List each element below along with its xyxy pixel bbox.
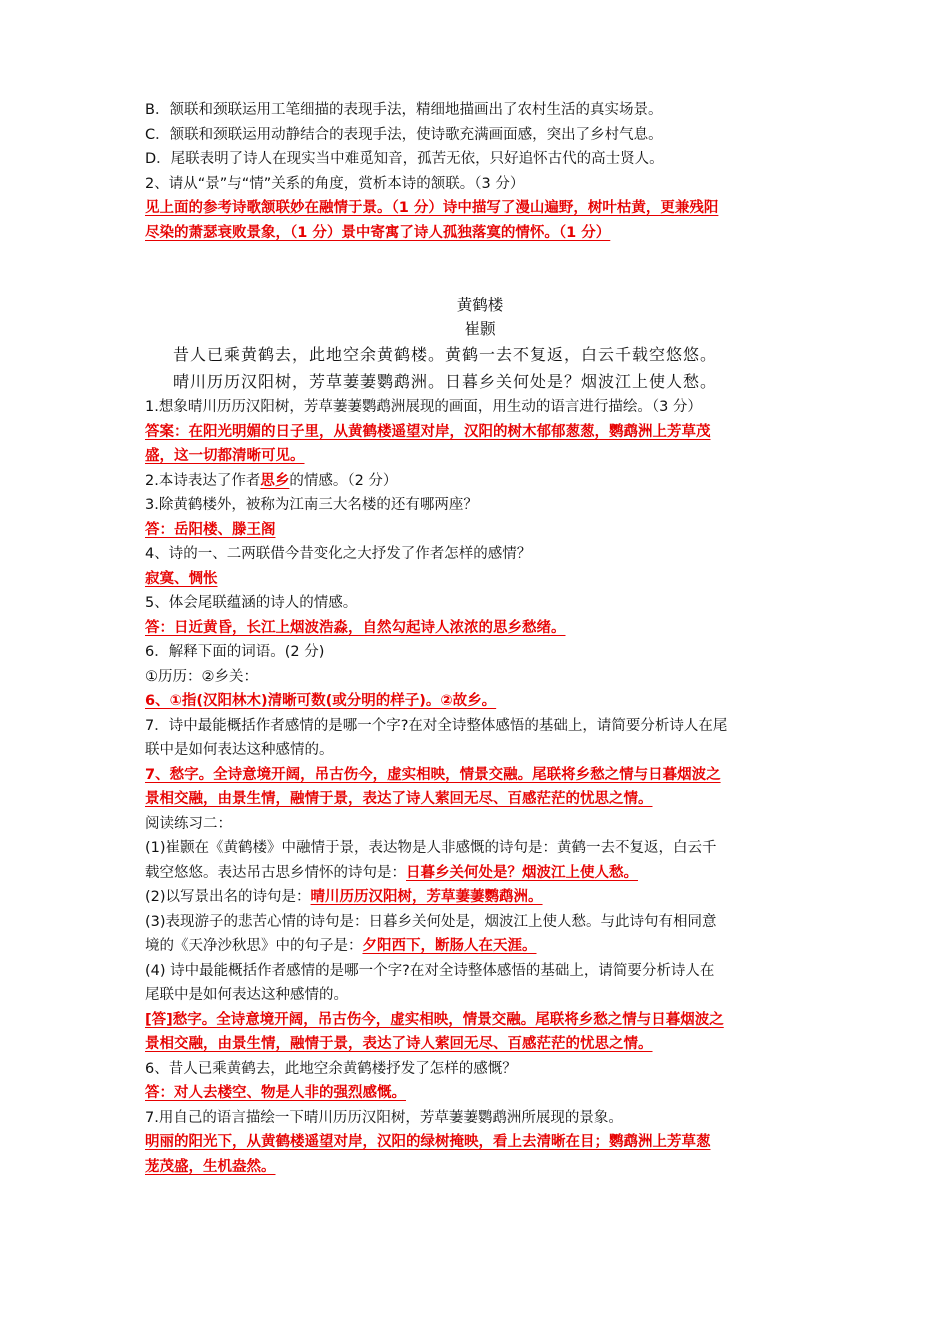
question-4: 4、诗的一、二两联借今昔变化之大抒发了作者怎样的感情？: [145, 546, 532, 562]
practice-4: (4) 诗中最能概括作者感情的是哪一个字?在对全诗整体感悟的基础上，请简要分析诗人在: [145, 962, 715, 979]
answer-3: 答：岳阳楼、滕王阁: [145, 521, 276, 538]
fill-answer: 日暮乡关何处是？烟波江上使人愁。: [406, 864, 638, 881]
practice-4-cont: 尾联中是如何表达这种感情的。: [145, 987, 348, 1003]
practice-3-cont: [145, 934, 815, 959]
option-c: C．颔联和颈联运用动静结合的表现手法，使诗歌充满画面感，突出了乡村气息。: [145, 126, 663, 143]
practice-a7: [145, 1130, 815, 1179]
answer-5: 答：日近黄昏，长江上烟波浩淼，自然勾起诗人浓浓的思乡愁绪。: [145, 619, 566, 636]
practice-2: [145, 885, 815, 910]
answer-1: [145, 420, 815, 469]
poem-line-1: 昔人已乘黄鹤去，此地空余黄鹤楼。黄鹤一去不复返，白云千载空悠悠。: [173, 345, 718, 364]
practice-3: (3)表现游子的悲苦心情的诗句是：日暮乡关何处是，烟波江上使人愁。与此诗句有相同意: [145, 913, 717, 930]
question-7-cont: 联中是如何表达这种感情的。: [145, 742, 334, 758]
fill-answer: 思乡: [260, 472, 290, 489]
answer-6: 6、①指(汉阳林木)清晰可数(或分明的样子)。②故乡。: [145, 693, 497, 709]
practice-1-cont: [145, 861, 815, 886]
question-text: 的情感。（2 分）: [289, 472, 398, 489]
answer-line: 见上面的参考诗歌颔联妙在融情于景。（1 分）诗中描写了漫山遍野，树叶枯黄，更兼残阳: [145, 200, 719, 216]
question-5: 5、体会尾联蕴涵的诗人的情感。: [145, 595, 358, 611]
answer-line: [答]愁字。全诗意境开阔，吊古伤今，虚实相映，情景交融。尾联将乡愁之情与日暮烟波之: [145, 1011, 724, 1028]
practice-4-answer: [145, 1008, 815, 1057]
question-2-fill: [145, 469, 815, 494]
practice-1: (1)崔颢在《黄鹤楼》中融情于景，表达物是人非感慨的诗句是：黄鹤一去不复返，白云千: [145, 840, 717, 856]
answer-4: 寂寞、惆怅: [145, 570, 218, 587]
question-text: 载空悠悠。表达吊古思乡情怀的诗句是：: [145, 864, 406, 881]
practice-q7: 7.用自己的语言描绘一下晴川历历汉阳树，芳草萋萋鹦鹉洲所展现的景象。: [145, 1109, 623, 1126]
question-7: 7．诗中最能概括作者感情的是哪一个字?在对全诗整体感悟的基础上，请简要分析诗人在尾: [145, 717, 728, 734]
answer-2: [145, 196, 815, 245]
practice-a6: 答：对人去楼空、物是人非的强烈感慨。: [145, 1085, 406, 1101]
answer-7: [145, 763, 815, 812]
question-2: 2、请从“景”与“情”关系的角度，赏析本诗的颔联。（3 分）: [145, 175, 525, 192]
question-text: (2)以写景出名的诗句是：: [145, 889, 311, 905]
answer-line: 答案：在阳光明媚的日子里，从黄鹤楼遥望对岸，汉阳的树木郁郁葱葱，鹦鹉洲上芳草茂: [145, 423, 711, 440]
question-3: 3.除黄鹤楼外，被称为江南三大名楼的还有哪两座？: [145, 497, 478, 513]
practice-heading: 阅读练习二：: [145, 815, 232, 832]
poem-author: 崔颢: [464, 320, 496, 338]
answer-line: 景相交融，由景生情，融情于景，表达了诗人萦回无尽、百感茫茫的忧思之情。: [145, 1036, 653, 1052]
fill-answer: 夕阳西下，断肠人在天涯。: [362, 938, 537, 954]
answer-line: 尽染的萧瑟衰败景象，（1 分）景中寄寓了诗人孤独落寞的情怀。（1 分）: [145, 224, 611, 241]
poem-line-2: 晴川历历汉阳树，芳草萋萋鹦鹉洲。日暮乡关何处是？烟波江上使人愁。: [173, 372, 718, 391]
question-text: 境的《天净沙秋思》中的句子是：: [145, 938, 363, 954]
answer-line: 明丽的阳光下，从黄鹤楼遥望对岸，汉阳的绿树掩映，看上去清晰在目；鹦鹉洲上芳草葱: [145, 1134, 711, 1150]
question-text: 2.本诗表达了作者: [145, 472, 261, 489]
option-b: B．颔联和颈联运用工笔细描的表现手法，精细地描画出了农村生活的真实场景。: [145, 102, 663, 118]
document-body: [145, 98, 815, 1179]
answer-line: 景相交融，由景生情，融情于景，表达了诗人萦回无尽、百感茫茫的忧思之情。: [145, 791, 653, 807]
poem-title: 黄鹤楼: [456, 296, 504, 314]
question-6-sub: ①历历：②乡关：: [145, 668, 258, 685]
fill-answer: 晴川历历汉阳树，芳草萋萋鹦鹉洲。: [310, 889, 543, 905]
question-1: 1.想象晴川历历汉阳树，芳草萋萋鹦鹉洲展现的画面，用生动的语言进行描绘。（3 分）: [145, 399, 702, 415]
answer-line: 7、愁字。全诗意境开阔，吊古伤今，虚实相映，情景交融。尾联将乡愁之情与日暮烟波之: [145, 766, 721, 783]
answer-line: 盛，这一切都清晰可见。: [145, 448, 305, 464]
question-6: 6．解释下面的词语。(2 分): [145, 644, 325, 660]
option-d: D．尾联表明了诗人在现实当中难觅知音，孤苦无依，只好追怀古代的高士贤人。: [145, 151, 664, 167]
practice-q6: 6、昔人已乘黄鹤去，此地空余黄鹤楼抒发了怎样的感慨？: [145, 1060, 517, 1077]
answer-line: 茏茂盛，生机盎然。: [145, 1158, 276, 1175]
